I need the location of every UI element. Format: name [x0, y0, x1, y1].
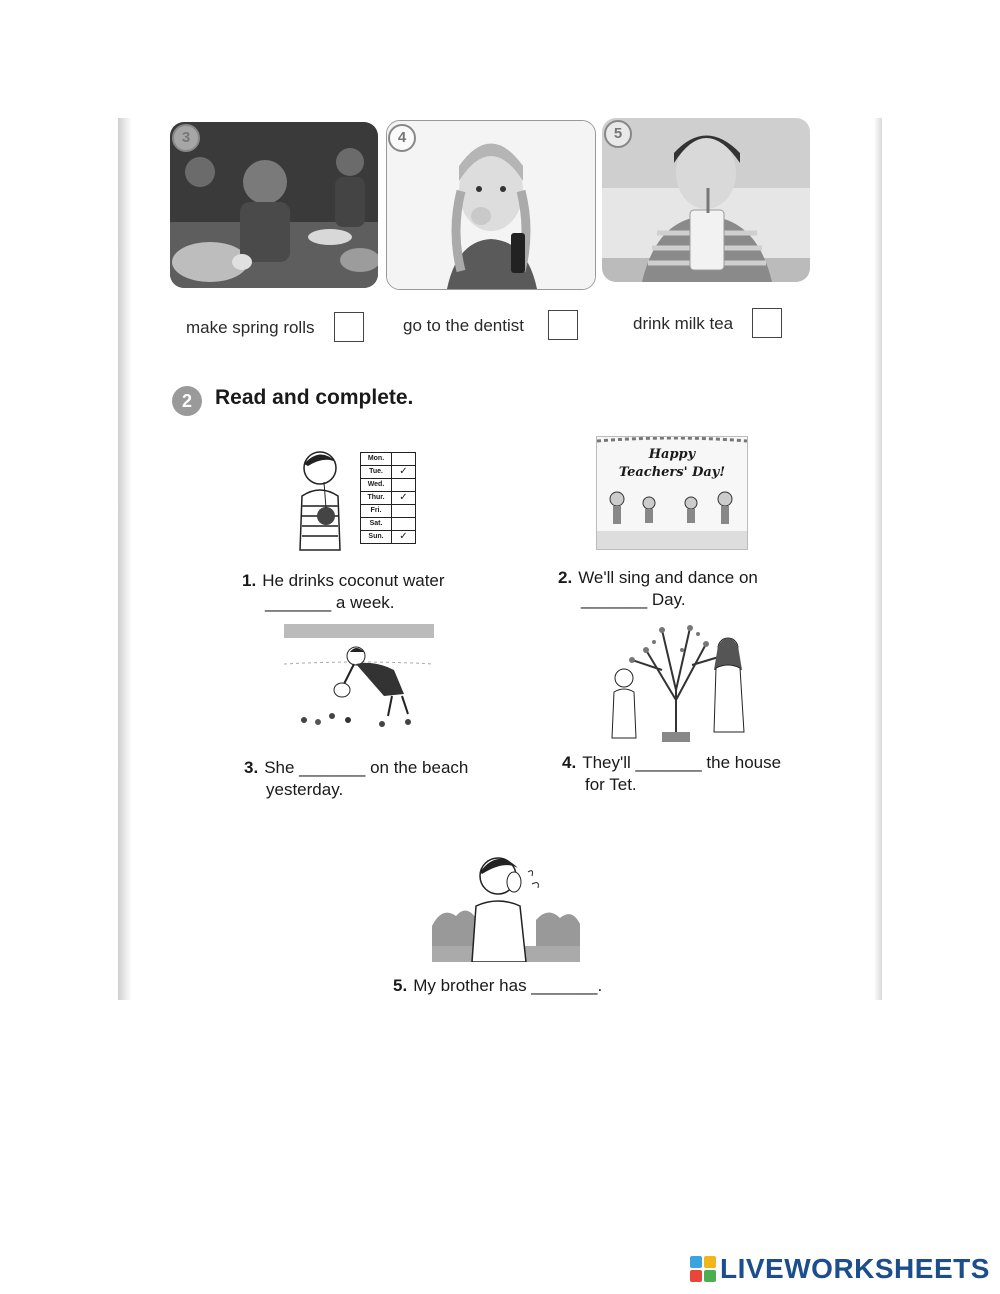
banner-line1: Happy	[648, 447, 696, 462]
schedule-day: Mon.	[361, 453, 392, 465]
logo-text: LIVEWORKSHEETS	[720, 1253, 990, 1284]
photo-number-badge: 3	[172, 124, 200, 152]
question-number: 3.	[244, 758, 259, 777]
schedule-row	[361, 531, 415, 543]
answer-checkbox[interactable]	[752, 308, 782, 338]
photo-girl-eating	[386, 120, 596, 290]
schedule-row	[361, 453, 415, 466]
schedule-day: Sun.	[361, 531, 392, 543]
girl-beach-illustration	[284, 624, 434, 734]
question-number: 2.	[558, 568, 573, 587]
schedule-check	[392, 479, 415, 491]
photo-boy-drinking	[602, 118, 810, 282]
banner-line2: Teachers' Day!	[618, 465, 726, 480]
answer-checkbox[interactable]	[334, 312, 364, 342]
question-number: 1.	[242, 571, 257, 590]
schedule-check: ✓	[399, 531, 408, 542]
schedule-check: ✓	[399, 492, 408, 503]
schedule-day: Tue.	[361, 466, 392, 478]
schedule-check: ✓	[399, 466, 408, 477]
question-text: My brother has _______.	[413, 976, 603, 995]
question-3	[244, 757, 468, 801]
question-text: yesterday.	[266, 780, 344, 799]
schedule-check	[392, 518, 415, 530]
option-label: make spring rolls	[186, 318, 315, 337]
toothache-illustration	[432, 846, 580, 962]
logo-icon	[690, 1256, 716, 1282]
schedule-check	[392, 453, 415, 465]
question-text: _______ a week.	[265, 593, 395, 612]
question-text: _______ Day.	[581, 590, 686, 609]
question-text: We'll sing and dance on	[578, 568, 758, 587]
schedule-day: Fri.	[361, 505, 392, 517]
schedule-row	[361, 492, 415, 505]
question-5	[393, 975, 602, 997]
option-label: drink milk tea	[633, 314, 734, 333]
schedule-day: Wed.	[361, 479, 392, 491]
section-title: Read and complete.	[215, 386, 414, 409]
option-label: go to the dentist	[403, 316, 524, 335]
scan-shadow-right	[874, 118, 882, 1000]
photo-number-badge: 4	[388, 124, 416, 152]
weekly-schedule	[360, 452, 416, 544]
kids-tree-illustration	[602, 620, 750, 744]
teachers-day-illustration	[596, 436, 748, 550]
question-text: He drinks coconut water	[262, 571, 445, 590]
question-number: 5.	[393, 976, 408, 995]
question-1	[242, 570, 445, 614]
schedule-row	[361, 518, 415, 531]
schedule-row	[361, 466, 415, 479]
scan-shadow-left	[118, 118, 132, 1000]
schedule-day: Sat.	[361, 518, 392, 530]
question-2	[558, 567, 758, 611]
schedule-day: Thur.	[361, 492, 392, 504]
section-number: 2	[172, 386, 202, 416]
schedule-row	[361, 505, 415, 518]
question-text: She _______ on the beach	[264, 758, 469, 777]
photo-number-badge: 5	[604, 120, 632, 148]
question-text: for Tet.	[585, 775, 637, 794]
liveworksheets-logo	[690, 1252, 990, 1286]
schedule-check	[392, 505, 415, 517]
question-4	[562, 752, 781, 796]
question-text: They'll _______ the house	[582, 753, 782, 772]
schedule-row	[361, 479, 415, 492]
question-number: 4.	[562, 753, 577, 772]
answer-checkbox[interactable]	[548, 310, 578, 340]
photo-spring-rolls	[170, 122, 378, 288]
